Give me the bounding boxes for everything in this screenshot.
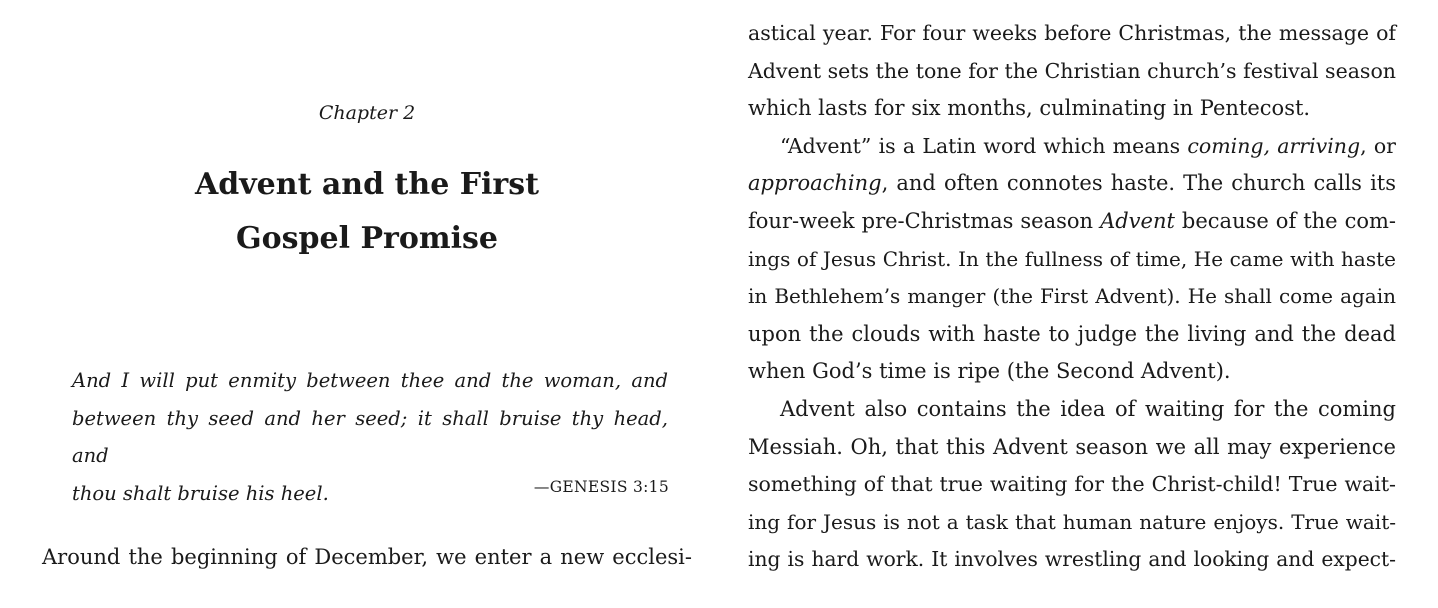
chapter-title-line: Gospel Promise (236, 221, 498, 256)
italic-text: Advent (1100, 208, 1175, 233)
epigraph-attribution: —GENESIS 3:15 (533, 478, 669, 496)
body-line: Advent sets the tone for the Christian church’s festival season (748, 58, 1396, 83)
text-run: , and often connotes haste. The church calls its (881, 171, 1396, 196)
text-run: four-week pre-Christmas season (748, 208, 1101, 233)
body-text (748, 15, 1396, 579)
chapter-title (42, 158, 692, 266)
text-run: because of the com- (1174, 208, 1396, 233)
body-line (748, 203, 1396, 241)
chapter-label: Chapter 2 (318, 102, 416, 124)
body-line: Around the beginning of December, we enter a new ecclesi- (42, 545, 692, 569)
epigraph-line: between thy seed and her seed; it shall bruise thy head, and (72, 406, 668, 467)
body-line (748, 128, 1396, 166)
epigraph-line: And I will put enmity between thee and the woman, and (72, 369, 668, 392)
body-line: when God’s time is ripe (the Second Advent). (748, 359, 1231, 384)
body-line: ing is hard work. It involves wrestling and looking and expect- (748, 547, 1396, 572)
italic-text: coming, arriving (1187, 133, 1361, 158)
body-line (748, 165, 1396, 203)
text-run: “Advent” is a Latin word which means (780, 133, 1188, 158)
text-run: , or (1360, 133, 1396, 158)
body-line: in Bethlehem’s manger (the First Advent). He shall come again (748, 284, 1396, 309)
left-page (42, 0, 692, 608)
body-line: astical year. For four weeks before Christmas, the message of (748, 21, 1396, 45)
body-line: Advent also contains the idea of waiting for the coming (780, 396, 1396, 421)
right-page (748, 0, 1396, 608)
chapter-title-line: Advent and the First (194, 167, 539, 202)
body-paragraph (42, 539, 692, 577)
body-line: something of that true waiting for the Christ-child! True wait- (748, 472, 1396, 497)
body-line: Messiah. Oh, that this Advent season we all may experience (748, 434, 1396, 459)
body-line: ings of Jesus Christ. In the fullness of time, He came with haste (748, 246, 1396, 271)
body-line: which lasts for six months, culminating in Pentecost. (748, 96, 1311, 121)
body-line: ing for Jesus is not a task that human nature enjoys. True wait- (748, 509, 1396, 534)
epigraph-line: thou shalt bruise his heel. (72, 481, 329, 505)
body-line: upon the clouds with haste to judge the living and the dead (748, 321, 1396, 346)
italic-text: approaching (748, 171, 882, 196)
